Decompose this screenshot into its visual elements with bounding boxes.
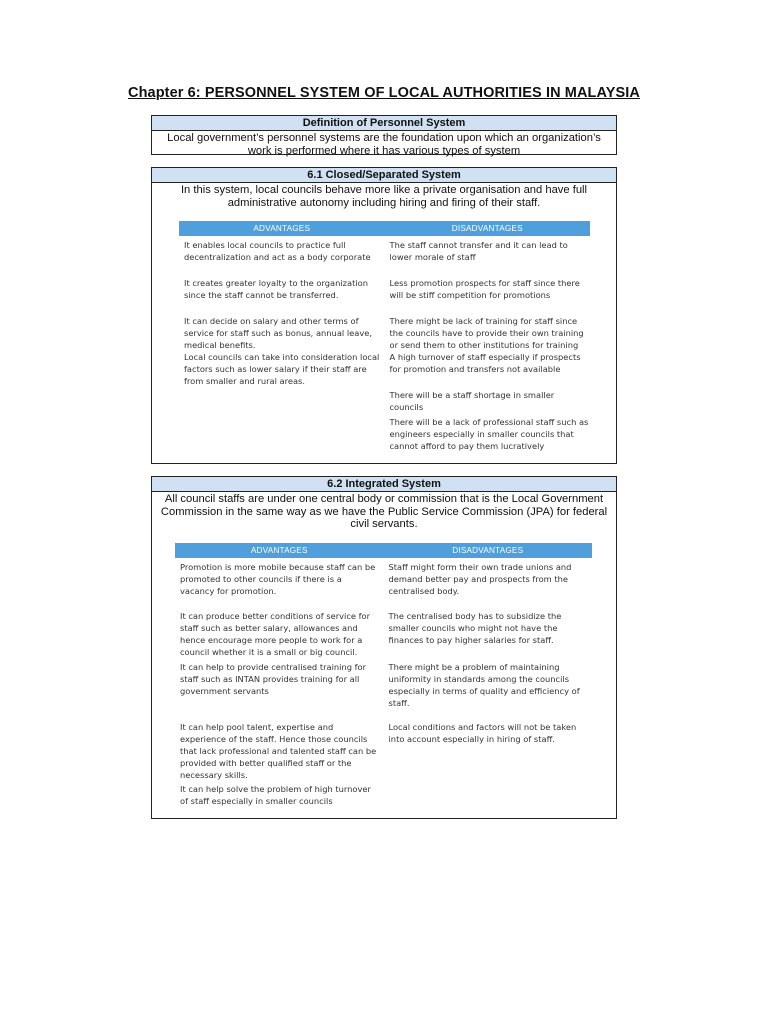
closed-advantage-item: It creates greater loyalty to the organization since the staff cannot be transferred.	[184, 278, 369, 300]
closed-table-header	[179, 221, 590, 236]
closed-system-heading: 6.1 Closed/Separated System	[152, 168, 616, 183]
integrated-pros-cons-table	[175, 543, 592, 806]
closed-advantage-item: It enables local councils to practice full decentralization and act as a body corporate	[184, 240, 371, 262]
integrated-advantage-item: It can help pool talent, expertise and experience of the staff. Hence those councils that lack professional and talented staff can be provided with better qualified staff or the necessary skills.	[180, 722, 377, 780]
integrated-advantage-item: It can produce better conditions of service for staff such as better salary, allowances and hence encourage more people to work for a council whether it is a small or big council.	[180, 611, 371, 657]
integrated-system-heading: 6.2 Integrated System	[152, 477, 616, 492]
integrated-disadvantage-item: Local conditions and factors will not be taken into account especially in hiring of staff.	[388, 722, 577, 744]
integrated-disadvantages-header: DISADVANTAGES	[452, 546, 524, 555]
integrated-advantage-item: Promotion is more mobile because staff can be promoted to other councils if there is a vacancy for promotion.	[180, 562, 376, 596]
closed-advantage-item: Local councils can take into consideration local factors such as lower salary if their staff are from smaller and rural areas.	[184, 352, 380, 386]
definition-box	[151, 115, 617, 155]
integrated-disadvantage-item: The centralised body has to subsidize the smaller councils who might not have the finances to pay higher salaries for staff.	[388, 611, 562, 645]
closed-disadvantage-item: Less promotion prospects for staff since there will be stiff competition for promotions	[389, 278, 580, 300]
integrated-disadvantage-item: There might be a problem of maintaining uniformity in standards among the councils especially in terms of quality and efficiency of staff.	[388, 662, 580, 708]
definition-text: Local government’s personnel systems are the foundation upon which an organization’s work is performed where it has various types of system	[167, 132, 601, 157]
integrated-system-text: All council staffs are under one central body or commission that is the Local Government Commission in the same way as we have the Public Service Commission (JPA) for federal civil servants.	[160, 493, 608, 530]
integrated-advantages-header: ADVANTAGES	[250, 546, 308, 555]
integrated-advantage-item: It can help solve the problem of high turnover of staff especially in smaller councils	[180, 784, 371, 806]
closed-disadvantages-header: DISADVANTAGES	[451, 224, 523, 233]
closed-advantages-header: ADVANTAGES	[253, 224, 311, 233]
closed-system-text: In this system, local councils behave more like a private organisation and have full administrative autonomy including hiring and firing of their staff.	[180, 184, 588, 209]
closed-disadvantage-item: There will be a staff shortage in smaller councils	[389, 390, 555, 412]
closed-disadvantage-item: There might be lack of training for staff since the councils have to provide their own training or send them to other institutions for training	[389, 316, 584, 350]
closed-system-box	[151, 167, 617, 464]
closed-advantage-item: It can decide on salary and other terms of service for staff such as bonus, annual leave, medical benefits.	[184, 316, 372, 350]
closed-disadvantage-item: The staff cannot transfer and it can lead to lower morale of staff	[389, 240, 568, 262]
definition-heading: Definition of Personnel System	[152, 116, 616, 131]
page-title: Chapter 6: PERSONNEL SYSTEM OF LOCAL AUTHORITIES IN MALAYSIA	[128, 85, 640, 101]
integrated-advantage-item: It can help to provide centralised training for staff such as INTAN provides training for all government servants	[180, 662, 367, 696]
closed-disadvantage-item: A high turnover of staff especially if prospects for promotion and transfers not available	[389, 352, 581, 374]
closed-pros-cons-table	[179, 221, 590, 451]
closed-disadvantage-item: There will be a lack of professional staff such as engineers especially in smaller councils that cannot afford to pay them lucratively	[389, 417, 589, 451]
integrated-disadvantage-item: Staff might form their own trade unions and demand better pay and prospects from the centralised body.	[388, 562, 572, 596]
integrated-table-header	[175, 543, 592, 558]
integrated-system-box	[151, 476, 617, 819]
